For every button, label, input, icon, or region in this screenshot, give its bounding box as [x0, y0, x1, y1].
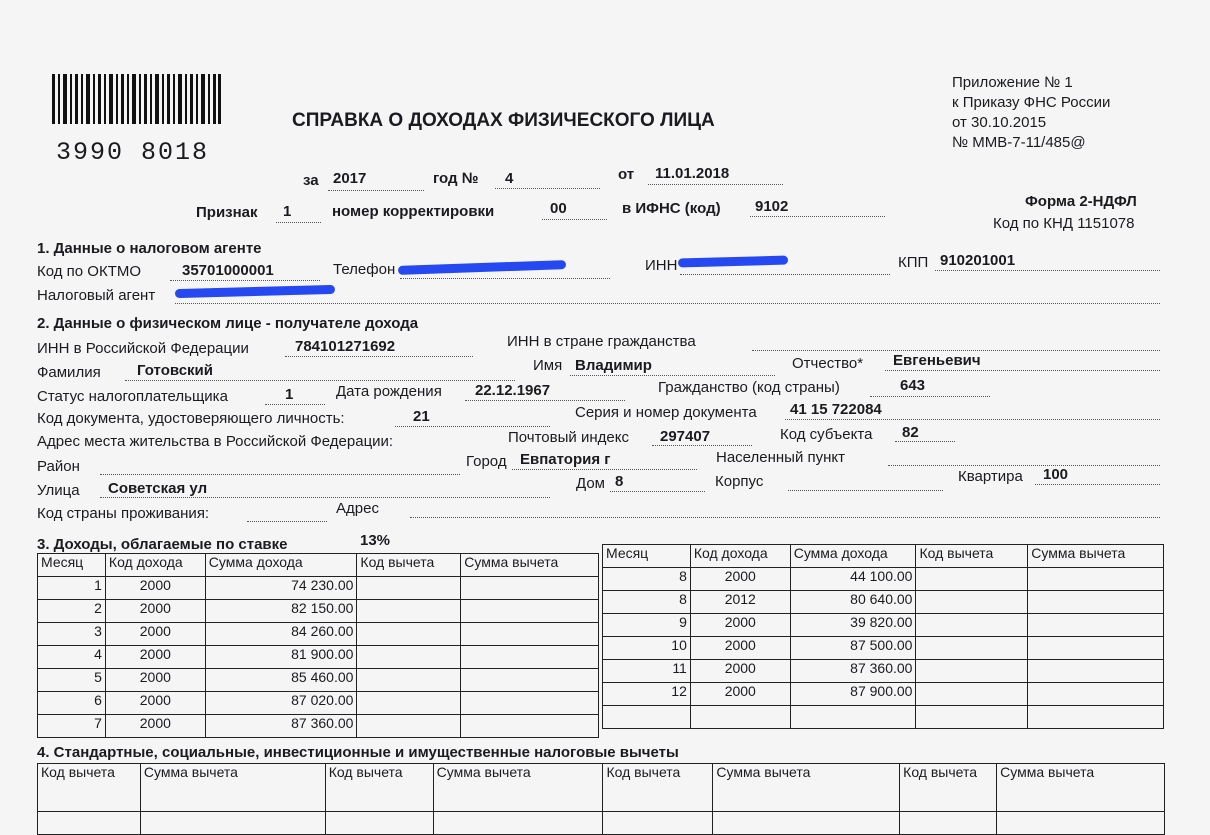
appendix-line-2: к Приказу ФНС России: [952, 94, 1111, 111]
ifns-label: в ИФНС (код): [622, 200, 721, 217]
settlement-label: Населенный пункт: [716, 449, 846, 466]
deductions-heading: 4. Стандартные, социальные, инвестиционные и имущественные налоговые вычеты: [37, 744, 679, 761]
form-name: Форма 2-НДФЛ: [1025, 193, 1137, 210]
name-value: Владимир: [575, 357, 652, 374]
col-deduction-code-2: Код вычета: [325, 764, 433, 812]
surname-label: Фамилия: [37, 364, 101, 381]
col-deduction-amount-4: Сумма вычета: [997, 764, 1165, 812]
col-month: Месяц: [603, 545, 691, 568]
number-value: 4: [505, 170, 514, 187]
income-table-left: [37, 553, 599, 738]
col-deduction-code: Код вычета: [357, 554, 461, 577]
table-row: 12 2000 87 900.00: [603, 683, 1164, 706]
region-value: 82: [902, 424, 919, 441]
agent-heading: 1. Данные о налоговом агенте: [37, 240, 262, 257]
citizenship-label: Гражданство (код страны): [658, 379, 840, 396]
kpp-label: КПП: [898, 254, 929, 271]
table-row: 6 2000 87 020.00: [38, 692, 599, 715]
kpp-value: 910201001: [940, 252, 1016, 269]
col-income-code: Код дохода: [105, 554, 205, 577]
date-value: 11.01.2018: [655, 165, 730, 182]
table-row: 10 2000 87 500.00: [603, 637, 1164, 660]
number-label: год №: [433, 170, 479, 187]
sign-label: Признак: [196, 204, 258, 221]
region-label: Код субъекта: [780, 426, 873, 443]
col-deduction-code: Код вычета: [916, 545, 1028, 568]
col-deduction-amount: Сумма вычета: [461, 554, 599, 577]
col-income-code: Код дохода: [690, 545, 790, 568]
postal-value: 297407: [660, 428, 711, 445]
birth-label: Дата рождения: [336, 383, 442, 400]
doc-code-label: Код документа, удостоверяющего личность:: [37, 410, 345, 427]
income-heading: 3. Доходы, облагаемые по ставке: [37, 536, 288, 553]
appendix-line-4: № ММВ-7-11/485@: [952, 134, 1086, 151]
appendix-line-3: от 30.10.2015: [952, 114, 1047, 131]
doc-series-value: 41 15 722084: [790, 401, 882, 418]
barcode-number: 3990 8018: [56, 138, 210, 167]
birth-value: 22.12.1967: [475, 382, 551, 399]
year-value: 2017: [333, 170, 367, 187]
date-label: от: [618, 166, 635, 183]
table-row: 11 2000 87 360.00: [603, 660, 1164, 683]
street-value: Советская ул: [108, 480, 208, 497]
inn-foreign-label: ИНН в стране гражданства: [507, 333, 696, 350]
table-row: 7 2000 87 360.00: [38, 715, 599, 738]
col-deduction-amount-1: Сумма вычета: [140, 764, 325, 812]
status-value: 1: [285, 386, 294, 403]
street-label: Улица: [37, 482, 80, 499]
sign-value: 1: [283, 203, 292, 220]
house-label: Дом: [576, 475, 605, 492]
building-label: Корпус: [715, 473, 764, 490]
oktmo-label: Код по ОКТМО: [37, 263, 142, 280]
apartment-value: 100: [1043, 466, 1069, 483]
city-value: Евпатория г: [520, 451, 611, 468]
appendix-line-1: Приложение № 1: [952, 74, 1073, 91]
status-label: Статус налогоплательщика: [37, 388, 228, 405]
year-label: за: [303, 172, 319, 189]
phone-label: Телефон: [333, 261, 396, 278]
agent-inn-label: ИНН: [645, 257, 678, 274]
inn-rf-label: ИНН в Российской Федерации: [37, 340, 249, 357]
table-row: [603, 706, 1164, 729]
surname-value: Готовский: [137, 362, 213, 379]
phone-redaction: [398, 260, 566, 275]
table-row: 2 2000 82 150.00: [38, 600, 599, 623]
income-rate: 13%: [360, 532, 391, 549]
col-income-amount: Сумма дохода: [790, 545, 916, 568]
postal-label: Почтовый индекс: [508, 429, 629, 446]
col-deduction-code-4: Код вычета: [900, 764, 997, 812]
table-row: 3 2000 84 260.00: [38, 623, 599, 646]
ifns-value: 9102: [755, 198, 789, 215]
patronymic-value: Евгеньевич: [893, 352, 981, 369]
knd-code: Код по КНД 1151078: [993, 215, 1135, 232]
col-deduction-amount-3: Сумма вычета: [713, 764, 900, 812]
city-label: Город: [466, 453, 507, 470]
col-month: Месяц: [38, 554, 106, 577]
district-label: Район: [37, 458, 80, 475]
table-row: 8 2000 44 100.00: [603, 568, 1164, 591]
table-row: 9 2000 39 820.00: [603, 614, 1164, 637]
table-row: 5 2000 85 460.00: [38, 669, 599, 692]
country-label: Код страны проживания:: [37, 505, 210, 522]
income-table-right: [602, 544, 1164, 729]
table-row: 8 2012 80 640.00: [603, 591, 1164, 614]
doc-series-label: Серия и номер документа: [575, 404, 757, 421]
col-deduction-amount-2: Сумма вычета: [433, 764, 603, 812]
deductions-table: [37, 763, 1165, 835]
citizenship-value: 643: [900, 377, 926, 394]
col-deduction-amount: Сумма вычета: [1028, 545, 1164, 568]
barcode: [50, 74, 222, 140]
page-title: СПРАВКА О ДОХОДАХ ФИЗИЧЕСКОГО ЛИЦА: [292, 110, 715, 131]
table-row: 1 2000 74 230.00: [38, 577, 599, 600]
correction-value: 00: [550, 200, 567, 217]
col-deduction-code-3: Код вычета: [603, 764, 713, 812]
agent-name-label: Налоговый агент: [37, 287, 156, 304]
col-deduction-code-1: Код вычета: [38, 764, 141, 812]
correction-label: номер корректировки: [332, 203, 495, 220]
name-label: Имя: [533, 357, 563, 374]
address-label: Адрес места жительства в Российской Федерации:: [37, 433, 394, 450]
oktmo-value: 35701000001: [182, 262, 274, 279]
person-heading: 2. Данные о физическом лице - получателе дохода: [37, 315, 419, 332]
inn-rf-value: 784101271692: [295, 338, 396, 355]
patronymic-label: Отчество*: [792, 355, 864, 372]
agent-inn-redaction: [678, 256, 788, 268]
agent-name-redaction: [175, 285, 335, 298]
house-value: 8: [615, 473, 624, 490]
table-row: 4 2000 81 900.00: [38, 646, 599, 669]
doc-code-value: 21: [413, 408, 430, 425]
col-income-amount: Сумма дохода: [205, 554, 357, 577]
foreign-address-label: Адрес: [336, 500, 379, 517]
apartment-label: Квартира: [958, 468, 1023, 485]
